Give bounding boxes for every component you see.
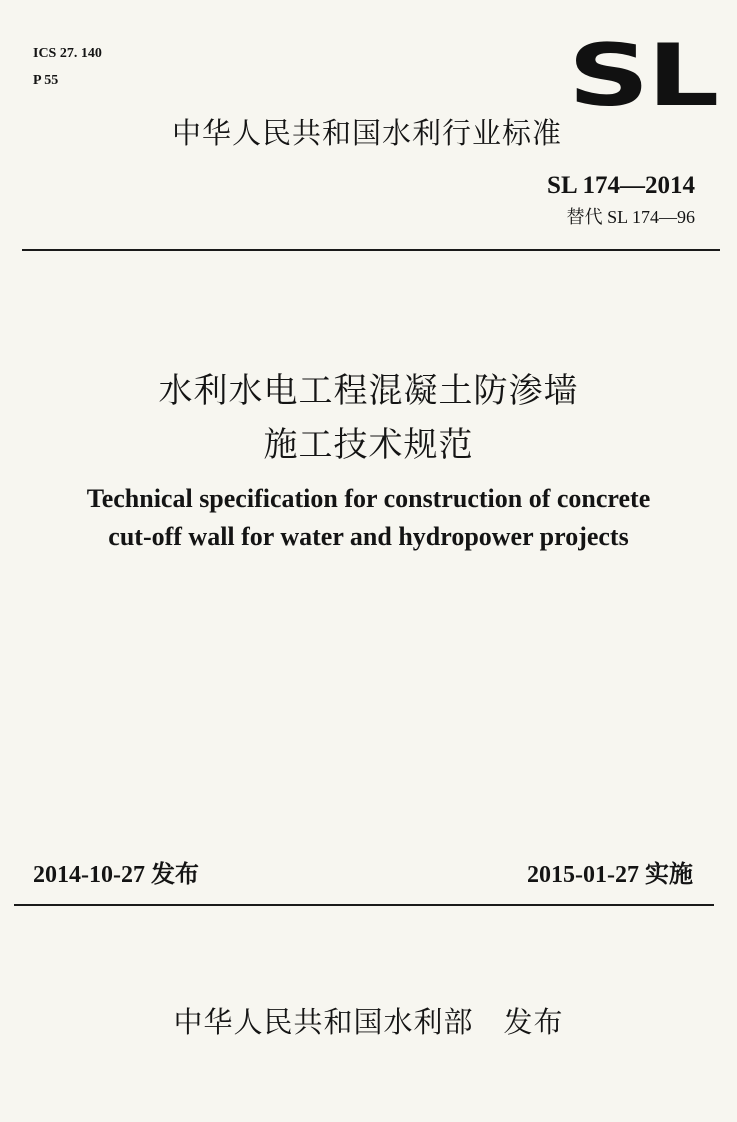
chinese-title <box>0 364 737 472</box>
chinese-title-line-2: 施工技术规范 <box>263 425 474 465</box>
chinese-title-line-1: 水利水电工程混凝土防渗墙 <box>158 371 579 411</box>
issue-date: 2014-10-27 发布 <box>33 862 199 888</box>
bottom-divider <box>14 904 714 906</box>
ccs-code: P 55 <box>33 73 59 88</box>
implementation-date: 2015-01-27 实施 <box>527 862 693 888</box>
sl-logo: SL <box>568 26 717 126</box>
standard-code: SL 174—2014 <box>547 172 695 199</box>
publisher: 中华人民共和国水利部 发布 <box>173 1005 564 1039</box>
top-divider <box>22 249 720 251</box>
ics-code: ICS 27. 140 <box>33 46 102 61</box>
industry-standard-title: 中华人民共和国水利行业标准 <box>172 116 563 150</box>
replaced-standard: 替代 SL 174—96 <box>566 207 695 227</box>
english-title-line-2: cut-off wall for water and hydropower projects <box>108 522 629 551</box>
english-title <box>0 480 737 556</box>
english-title-line-1: Technical specification for construction of concrete <box>86 484 651 513</box>
